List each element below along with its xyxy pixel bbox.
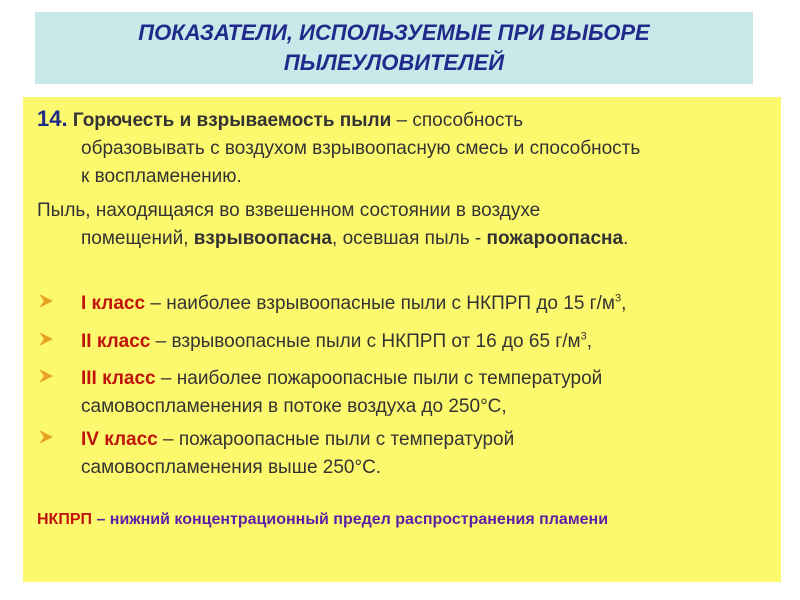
class-desc: – взрывоопасные пыли с НКПРП от 16 до 65 г/м (150, 331, 581, 352)
fire-hazard-term: пожароопасна (486, 228, 624, 249)
class-desc-line-2: самовоспламенения в потоке воздуха до 250°С, (81, 396, 507, 417)
class-desc: – наиболее пожароопасные пыли с температурой (155, 368, 603, 389)
explosive-term: взрывоопасна (193, 228, 333, 249)
dust-state-paragraph (37, 197, 772, 253)
para2-text-c: . (623, 228, 629, 249)
class-name: II класс (81, 331, 151, 352)
item-line-2: образовывать с воздухом взрывоопасную смесь и способность (81, 138, 641, 159)
para2-line-2 (37, 225, 772, 253)
footnote (37, 511, 608, 529)
para2-text-a: помещений, (81, 228, 194, 249)
content-panel (23, 97, 781, 582)
class-name: III класс (81, 368, 156, 389)
slide-title (35, 12, 753, 84)
class-name: IV класс (81, 429, 158, 450)
class-desc: – пожароопасные пыли с температурой (157, 429, 515, 450)
class-desc: – наиболее взрывоопасные пыли с НКПРП до 15 г/м (145, 293, 615, 314)
arrow-bullet-icon (37, 330, 55, 348)
para2-text-b: , осевшая пыль - (332, 228, 487, 249)
para2-line-1: Пыль, находящаяся во взвешенном состоянии в воздухе (37, 200, 541, 221)
arrow-bullet-icon (37, 292, 55, 310)
class-name: I класс (81, 293, 146, 314)
item-term: Горючесть и взрываемость пыли (72, 110, 392, 131)
item-number: 14. (37, 106, 68, 131)
footnote-abbr: НКПРП (37, 511, 92, 528)
footnote-text: – нижний концентрационный предел распространения пламени (92, 511, 609, 528)
item-14 (37, 105, 772, 191)
item-rest: – способность (391, 110, 524, 131)
title-line-1: ПОКАЗАТЕЛИ, ИСПОЛЬЗУЕМЫЕ ПРИ ВЫБОРЕ (138, 20, 650, 45)
class-sup: 3 (580, 330, 587, 343)
class-tail: , (621, 293, 627, 314)
arrow-bullet-icon (37, 428, 55, 446)
item-line-3: к воспламенению. (81, 166, 242, 187)
class-tail: , (586, 331, 592, 352)
title-line-2: ПЫЛЕУЛОВИТЕЛЕЙ (283, 50, 505, 75)
arrow-bullet-icon (37, 367, 55, 385)
class-sup: 3 (614, 292, 622, 305)
class-desc-line-2: самовоспламенения выше 250°С. (81, 457, 382, 478)
